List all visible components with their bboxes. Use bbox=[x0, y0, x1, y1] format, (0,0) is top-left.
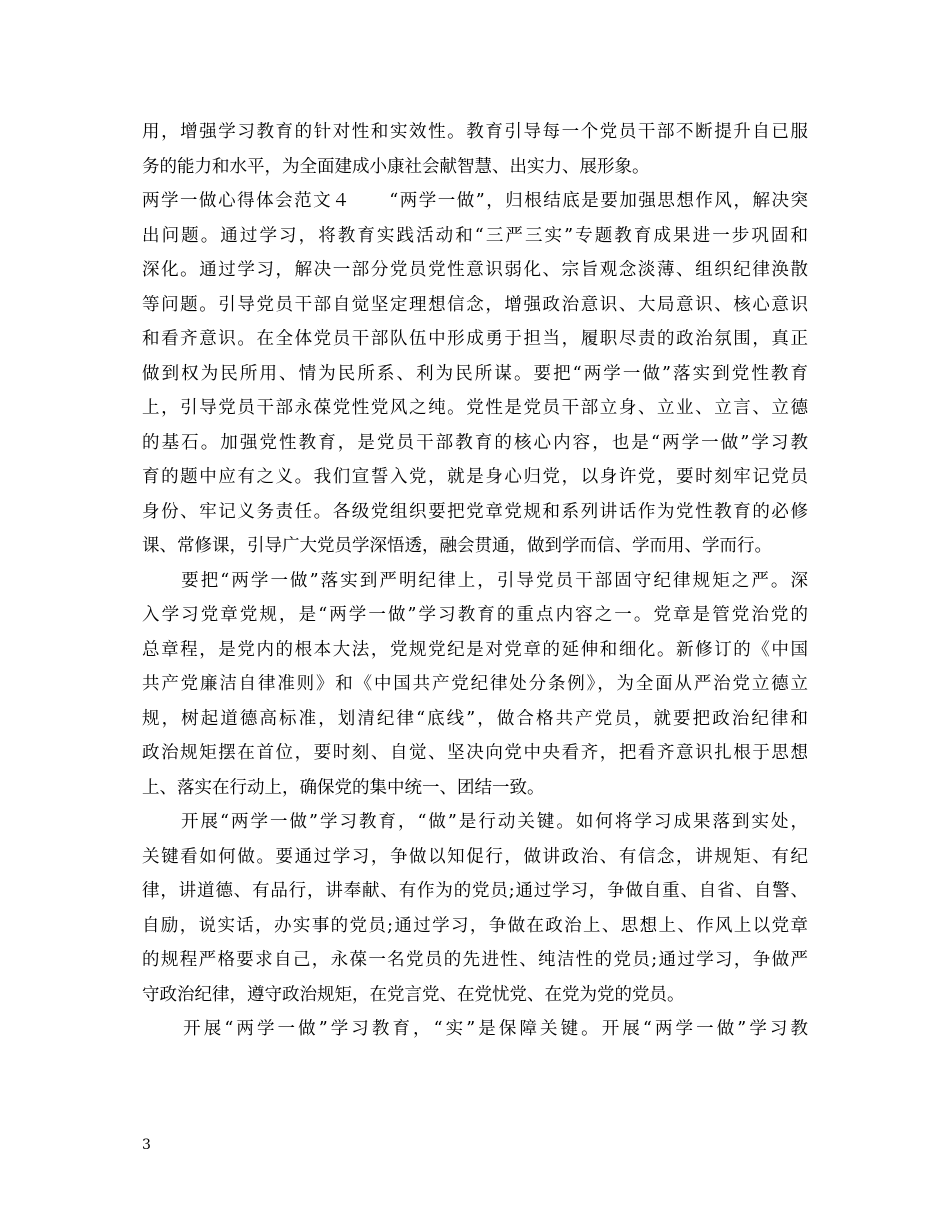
text-line: 用，增强学习教育的针对性和实效性。教育引导每一个党员干部不断提升自已服 bbox=[142, 122, 808, 142]
text-line: 做到权为民所用、情为民所系、利为民所谋。要把“两学一做”落实到党性教育 bbox=[142, 363, 808, 384]
body-text bbox=[142, 115, 808, 1047]
text-line: 入学习党章党规，是“两学一做”学习教育的重点内容之一。党章是管党治党的 bbox=[142, 605, 808, 625]
text-line: 两学一做心得体会范文４ “两学一做”，归根结底是要加强思想作风，解决突 bbox=[142, 191, 808, 211]
text-line: 规，树起道德高标准，划清纪律“底线”，做合格共产党员，就要把政治纪律和 bbox=[142, 708, 808, 729]
text-line: 自励，说实话，办实事的党员;通过学习，争做在政治上、思想上、作风上以党章 bbox=[142, 915, 808, 936]
text-line: 开展“两学一做”学习教育，“实”是保障关键。开展“两学一做”学习教 bbox=[142, 1019, 808, 1039]
text-line: 深化。通过学习，解决一部分党员党性意识弱化、宗旨观念淡薄、组织纪律涣散 bbox=[142, 260, 808, 280]
text-line: 要把“两学一做”落实到严明纪律上，引导党员干部固守纪律规矩之严。深 bbox=[142, 570, 808, 591]
text-line: 上，引导党员干部永葆党性党风之纯。党性是党员干部立身、立业、立言、立德 bbox=[142, 398, 808, 418]
text-line: 共产党廉洁自律准则》和《中国共产党纪律处分条例》，为全面从严治党立德立 bbox=[142, 674, 808, 694]
text-line: 和看齐意识。在全体党员干部队伍中形成勇于担当，履职尽责的政治氛围，真正 bbox=[142, 329, 808, 349]
text-line: 出问题。通过学习，将教育实践活动和“三严三实”专题教育成果进一步巩固和 bbox=[142, 225, 808, 246]
text-line: 开展“两学一做”学习教育，“做”是行动关键。如何将学习成果落到实处， bbox=[142, 812, 808, 832]
page-number: 3 bbox=[142, 1137, 151, 1153]
text-line: 关键看如何做。要通过学习，争做以知促行，做讲政治、有信念，讲规矩、有纪 bbox=[142, 846, 808, 867]
text-line: 育的题中应有之义。我们宣誓入党，就是身心归党，以身许党，要时刻牢记党员 bbox=[142, 467, 808, 487]
text-line: 的基石。加强党性教育，是党员干部教育的核心内容，也是“两学一做”学习教 bbox=[142, 432, 808, 453]
text-line: 务的能力和水平，为全面建成小康社会献智慧、出实力、展形象。 bbox=[142, 156, 650, 177]
text-line: 政治规矩摆在首位，要时刻、自觉、坚决向党中央看齐，把看齐意识扎根于思想 bbox=[142, 743, 808, 763]
text-line: 身份、牢记义务责任。各级党组织要把党章党规和系列讲话作为党性教育的必修 bbox=[142, 501, 808, 522]
text-line: 守政治纪律，遵守政治规矩，在党言党、在党忧党、在党为党的党员。 bbox=[142, 984, 685, 1005]
text-line: 的规程严格要求自己，永葆一名党员的先进性、纯洁性的党员;通过学习，争做严 bbox=[142, 950, 808, 970]
text-line: 律，讲道德、有品行，讲奉献、有作为的党员;通过学习，争做自重、自省、自警、 bbox=[142, 881, 808, 901]
text-line: 等问题。引导党员干部自觉坚定理想信念，增强政治意识、大局意识、核心意识 bbox=[142, 294, 808, 315]
text-line: 课、常修课，引导广大党员学深悟透，融会贯通，做到学而信、学而用、学而行。 bbox=[142, 536, 772, 556]
text-line: 上、落实在行动上，确保党的集中统一、团结一致。 bbox=[142, 777, 545, 798]
text-line: 总章程，是党内的根本大法，党规党纪是对党章的延伸和细化。新修订的《中国 bbox=[142, 639, 808, 660]
